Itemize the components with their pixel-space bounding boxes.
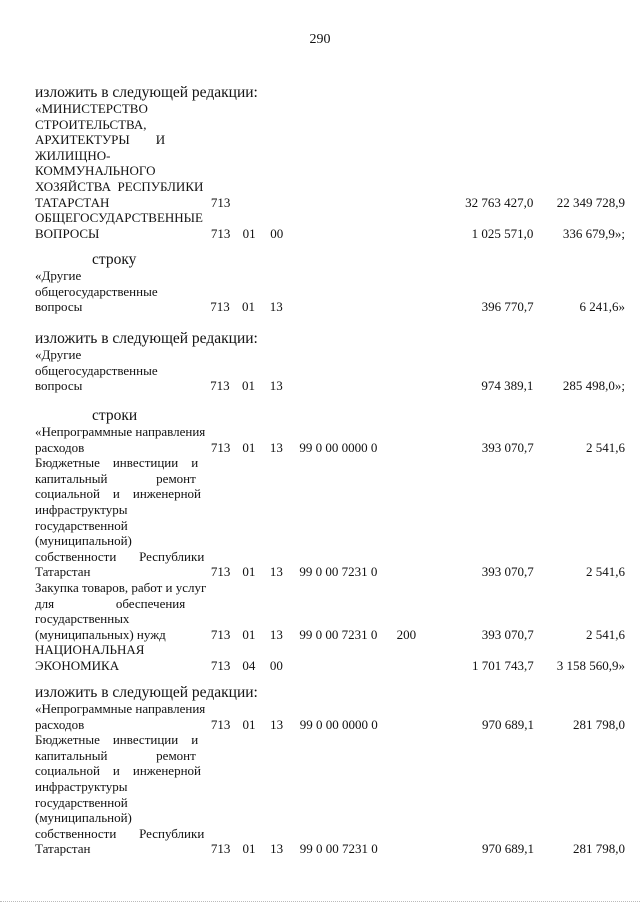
ministry-code: 713 xyxy=(210,378,230,394)
row-name-line: Татарстан xyxy=(35,564,91,580)
subsection-code xyxy=(270,101,300,210)
row-name-line: государственных xyxy=(35,611,130,627)
instruction-heading: строку xyxy=(92,251,137,268)
subsection-code: 13 xyxy=(269,299,283,315)
amount-year-2: 285 498,0»; xyxy=(562,378,625,394)
row-name-line: социальной и инженерной xyxy=(35,486,201,502)
table-row xyxy=(35,268,625,315)
amount-year-1: 970 689,1 xyxy=(481,841,534,857)
target-article-code: 99 0 00 0000 0 xyxy=(299,439,378,455)
expense-type-code xyxy=(397,732,426,857)
ministry-code: 713 xyxy=(210,657,231,673)
subsection-code: 00 xyxy=(269,657,283,673)
target-article-code: 99 0 00 7231 0 xyxy=(299,564,378,580)
target-article-code xyxy=(300,210,396,241)
expense-type-code: 200 xyxy=(396,626,417,642)
block-row-replace xyxy=(35,251,625,315)
subsection-code: 13 xyxy=(270,841,284,857)
expense-type-code xyxy=(396,268,426,315)
amount-year-2: 281 798,0 xyxy=(573,716,625,732)
row-name-line: Закупка товаров, работ и услуг xyxy=(35,579,207,595)
row-name-line: инфраструктуры xyxy=(35,778,128,794)
instruction-heading: строки xyxy=(92,407,138,424)
expense-type-code xyxy=(397,701,426,732)
ministry-code: 713 xyxy=(210,194,231,210)
row-name xyxy=(35,268,210,315)
table-row xyxy=(35,424,625,455)
row-name xyxy=(35,701,211,732)
ministry-code: 713 xyxy=(210,439,231,455)
amount-year-1: 393 070,7 xyxy=(481,564,534,580)
target-article-code: 99 0 00 0000 0 xyxy=(299,716,378,732)
row-name-line: капитальный ремонт xyxy=(35,747,196,763)
table-row xyxy=(35,701,625,732)
subsection-code: 13 xyxy=(269,626,283,642)
block-edit-ministry xyxy=(35,84,625,241)
table-row xyxy=(35,347,625,394)
row-name-line: ОБЩЕГОСУДАРСТВЕННЫЕ xyxy=(35,210,203,226)
row-name-line: вопросы xyxy=(35,378,83,394)
ministry-code: 713 xyxy=(210,716,231,732)
budget-table xyxy=(35,347,625,394)
row-name-line: Татарстан xyxy=(35,841,91,857)
expense-type-code xyxy=(396,101,425,210)
ministry-code: 713 xyxy=(210,564,231,580)
row-name-line: общегосударственные xyxy=(35,283,158,299)
amount-year-1: 393 070,7 xyxy=(481,439,534,455)
row-name xyxy=(35,210,211,241)
target-article-code xyxy=(299,268,396,315)
section-code: 01 xyxy=(242,564,256,580)
row-name-line: АРХИТЕКТУРЫ И xyxy=(35,132,166,148)
row-name-line: капитальный ремонт xyxy=(35,470,196,486)
row-name xyxy=(35,580,211,642)
row-name-line: вопросы xyxy=(35,299,83,315)
amount-year-2: 22 349 728,9 xyxy=(556,194,625,210)
table-row xyxy=(35,732,625,857)
instruction-heading: изложить в следующей редакции: xyxy=(35,84,258,101)
row-name-line: «МИНИСТЕРСТВО xyxy=(35,101,148,116)
amount-year-2: 2 541,6 xyxy=(586,564,625,580)
row-name-line: общегосударственные xyxy=(35,362,158,378)
amount-year-1: 393 070,7 xyxy=(481,626,534,642)
section-code: 04 xyxy=(242,657,256,673)
subsection-code: 13 xyxy=(269,439,283,455)
amount-year-2: 2 541,6 xyxy=(586,626,625,642)
target-article-code xyxy=(299,642,396,673)
section-code: 01 xyxy=(241,378,255,394)
section-code: 01 xyxy=(242,439,256,455)
block-edit-nonprogram xyxy=(35,684,625,857)
row-name-line: Бюджетные инвестиции и xyxy=(35,455,199,471)
row-name-line: «Непрограммные направления xyxy=(35,424,206,439)
budget-table xyxy=(35,268,625,315)
section-code: 01 xyxy=(242,716,256,732)
amount-year-1: 1 025 571,0 xyxy=(471,225,534,241)
subsection-code: 13 xyxy=(269,564,283,580)
page-bottom-edge xyxy=(0,901,640,903)
row-name-line: СТРОИТЕЛЬСТВА, xyxy=(35,116,147,132)
table-row xyxy=(35,580,625,642)
ministry-code: 713 xyxy=(210,626,231,642)
target-article-code: 99 0 00 7231 0 xyxy=(299,841,378,857)
block-edit-other-questions xyxy=(35,330,625,394)
amount-year-2: 281 798,0 xyxy=(573,841,625,857)
section-code: 01 xyxy=(242,841,256,857)
amount-year-2: 6 241,6» xyxy=(579,299,625,315)
page-number: 290 xyxy=(309,32,331,47)
expense-type-code xyxy=(397,455,427,580)
subsection-code: 13 xyxy=(269,378,283,394)
target-article-code: 99 0 00 7231 0 xyxy=(299,626,378,642)
amount-year-2: 2 541,6 xyxy=(586,439,625,455)
target-article-code xyxy=(299,347,395,394)
row-name-line: ТАТАРСТАН xyxy=(35,194,110,210)
amount-year-1: 1 701 743,7 xyxy=(471,657,534,673)
ministry-code: 713 xyxy=(210,299,230,315)
row-name-line: (муниципальной) xyxy=(35,533,132,549)
ministry-code: 713 xyxy=(210,225,231,241)
amount-year-2: 336 679,9»; xyxy=(562,225,625,241)
row-name-line: расходов xyxy=(35,716,85,732)
table-row xyxy=(35,642,625,673)
row-name xyxy=(35,455,211,580)
row-name xyxy=(35,347,210,394)
section-code: 01 xyxy=(241,299,255,315)
row-name-line: «Непрограммные направления xyxy=(35,701,206,716)
row-name-line: расходов xyxy=(35,439,85,455)
row-name xyxy=(35,424,211,455)
row-name-line: собственности Республики xyxy=(35,548,205,564)
target-article-code xyxy=(300,101,396,210)
budget-table xyxy=(35,701,625,857)
table-row xyxy=(35,101,625,210)
row-name-line: «Другие xyxy=(35,347,82,362)
block-rows-replace xyxy=(35,407,625,674)
ministry-code: 713 xyxy=(210,841,231,857)
row-name-line: инфраструктуры xyxy=(35,501,128,517)
row-name-line: ЖИЛИЩНО- xyxy=(35,147,111,163)
amount-year-1: 396 770,7 xyxy=(481,299,534,315)
row-name-line: государственной xyxy=(35,794,128,810)
budget-table xyxy=(35,424,625,674)
section-code: 01 xyxy=(242,225,256,241)
row-name-line: НАЦИОНАЛЬНАЯ xyxy=(35,642,145,658)
row-name xyxy=(35,642,211,673)
row-name-line: для обеспечения xyxy=(35,595,186,611)
subsection-code: 00 xyxy=(270,225,284,241)
instruction-heading: изложить в следующей редакции: xyxy=(35,330,258,347)
row-name-line: социальной и инженерной xyxy=(35,763,201,779)
row-name xyxy=(35,101,211,210)
amount-year-1: 970 689,1 xyxy=(481,716,534,732)
section-code xyxy=(243,101,271,210)
expense-type-code xyxy=(396,347,426,394)
table-row xyxy=(35,455,625,580)
amount-year-2: 3 158 560,9» xyxy=(556,657,625,673)
row-name-line: «Другие xyxy=(35,268,82,283)
row-name-line: (муниципальных) нужд xyxy=(35,626,166,642)
expense-type-code xyxy=(396,210,425,241)
table-row xyxy=(35,210,625,241)
instruction-heading: изложить в следующей редакции: xyxy=(35,684,258,701)
row-name-line: КОММУНАЛЬНОГО xyxy=(35,163,156,179)
section-code: 01 xyxy=(242,626,256,642)
row-name-line: (муниципальной) xyxy=(35,810,132,826)
subsection-code: 13 xyxy=(270,716,284,732)
row-name-line: ХОЗЯЙСТВА РЕСПУБЛИКИ xyxy=(35,178,204,194)
row-name xyxy=(35,732,211,857)
row-name-line: ЭКОНОМИКА xyxy=(35,657,120,673)
amount-year-1: 974 389,1 xyxy=(481,378,534,394)
row-name-line: Бюджетные инвестиции и xyxy=(35,732,199,748)
row-name-line: собственности Республики xyxy=(35,825,205,841)
budget-table xyxy=(35,101,625,241)
row-name-line: государственной xyxy=(35,517,128,533)
row-name-line: ВОПРОСЫ xyxy=(35,225,100,241)
expense-type-code xyxy=(397,424,427,455)
amount-year-1: 32 763 427,0 xyxy=(465,194,534,210)
expense-type-code xyxy=(397,642,427,673)
